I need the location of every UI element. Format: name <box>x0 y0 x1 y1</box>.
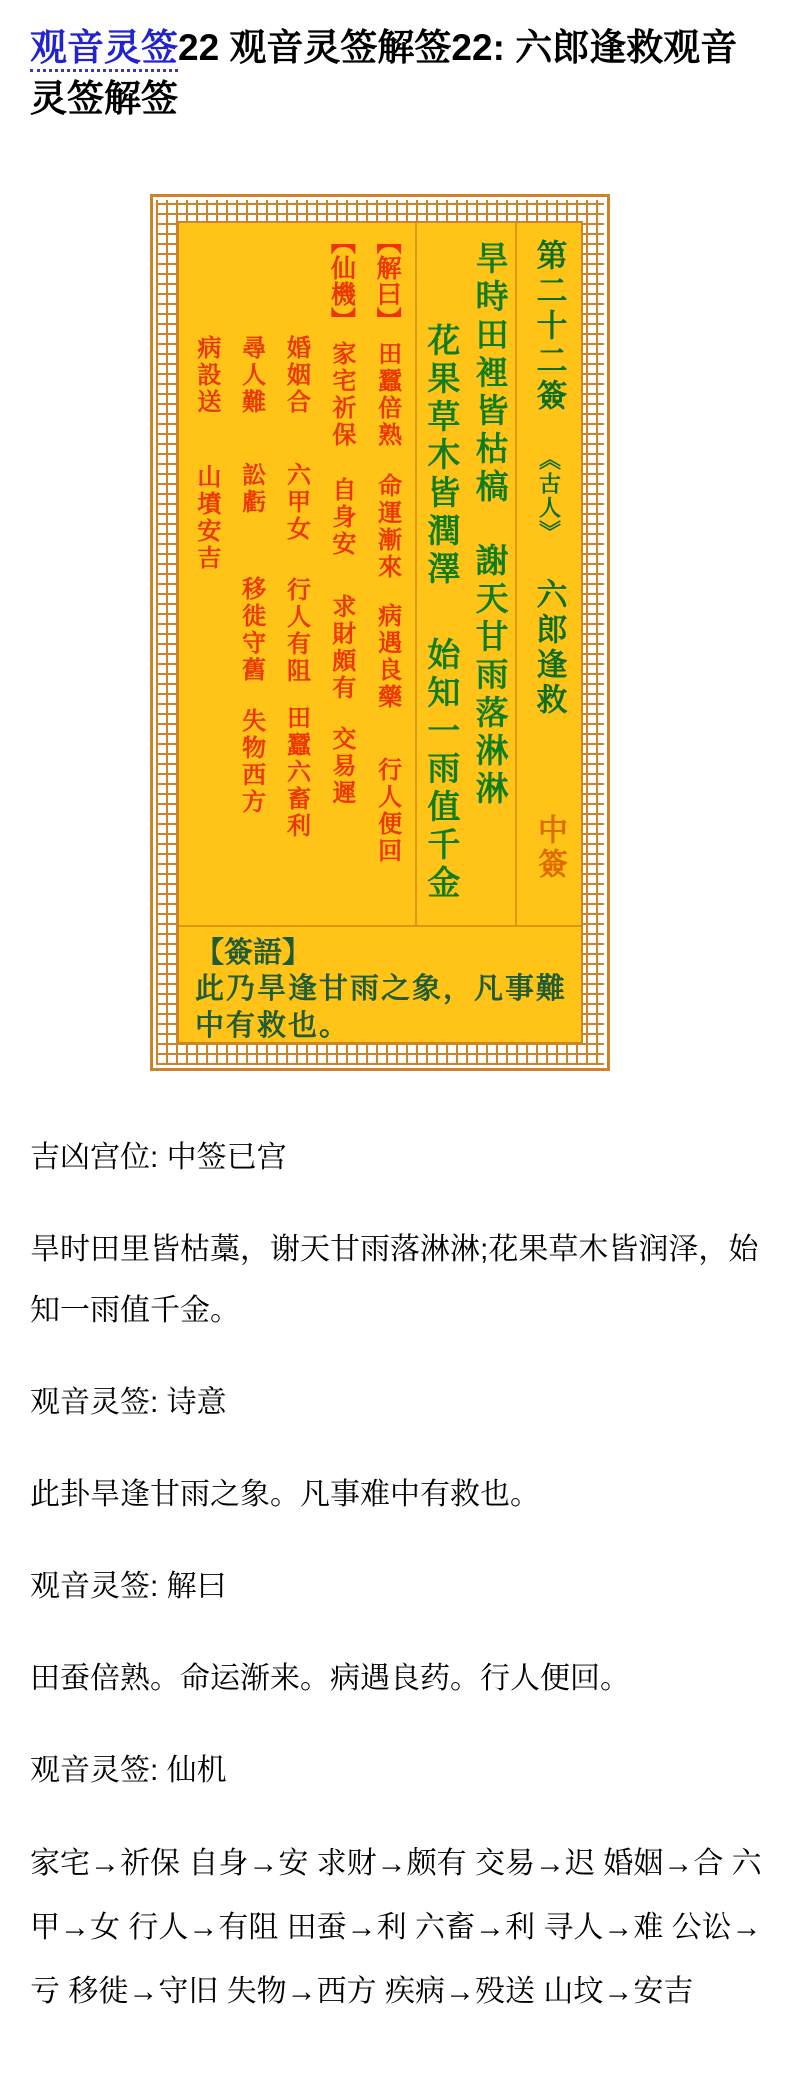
card-text: 自身安 <box>327 477 355 558</box>
page-title-rest: 22 观音灵签解签22: 六郎逢救观音灵签解签 <box>30 27 738 119</box>
card-text: 行人便回 <box>373 757 401 865</box>
paragraph-shiyi: 此卦旱逢甘雨之象。凡事难中有救也。 <box>30 1478 540 1511</box>
paragraph-jieyue: 田蚕倍熟。命运渐来。病遇良药。行人便回。 <box>30 1662 630 1695</box>
card-text: 訟虧 <box>237 462 265 516</box>
poem-line: 旱時田裡皆枯槁 <box>471 241 509 507</box>
sign-story: 六郎逢救 <box>531 578 567 718</box>
qianyu-box <box>179 925 581 1042</box>
card-text: 求財頗有 <box>327 594 355 702</box>
meander-border <box>156 200 604 1065</box>
column-seek <box>234 223 269 925</box>
sign-category: 《古人》 <box>536 448 562 544</box>
card-text: 病遇良藥 <box>373 603 401 711</box>
poem-line: 始知一雨值千金 <box>423 637 461 903</box>
paragraph-xianji-list: 家宅→祈保 自身→安 求财→颇有 交易→迟 婚姻→合 六甲→女 行人→有阻 田蚕→利 六畜→利 寻人→难 公讼→亏 移徙→守旧 失物→西方 疾病→殁送 山坟→安吉 <box>30 1847 762 2008</box>
card-inner <box>177 221 583 1044</box>
card-text: 行人有阻 <box>282 577 310 685</box>
card-text: 田蠶六畜利 <box>282 705 310 840</box>
card-text: 交易遲 <box>327 726 355 807</box>
card-text: 六甲女 <box>282 462 310 543</box>
card-text: 病設送 <box>192 335 220 416</box>
column-illness <box>189 223 224 925</box>
poem-column-first <box>467 223 514 925</box>
poem-line: 花果草木皆潤澤 <box>423 323 461 589</box>
xianji-header: 【仙機】 <box>327 229 356 333</box>
card-text: 家宅祈保 <box>327 341 355 449</box>
card-panel-poem <box>417 223 517 925</box>
paragraph-shiyi-label: 观音灵签: 诗意 <box>30 1386 227 1419</box>
card-text: 失物西方 <box>237 708 265 816</box>
card-text: 命運漸來 <box>373 473 401 581</box>
card-text: 尋人難 <box>237 335 265 416</box>
card-panel-interpretation <box>179 223 417 925</box>
paragraph-palace: 吉凶宫位: 中签已宫 <box>30 1141 287 1174</box>
paragraph-jieyue-label: 观音灵签: 解曰 <box>30 1570 227 1603</box>
guanyin-lingqian-link[interactable]: 观音灵签 <box>30 27 178 72</box>
sign-grade: 中簽 <box>533 814 566 882</box>
paragraph-xianji-label: 观音灵签: 仙机 <box>30 1754 227 1787</box>
qianyu-text: 此乃旱逢甘雨之象，凡事難中有救也。 <box>195 973 568 1042</box>
sign-number: 第二十二簽 <box>531 239 567 414</box>
column-marriage <box>278 223 313 925</box>
header-column <box>527 223 572 925</box>
card-main <box>179 223 581 925</box>
page-title <box>30 22 770 124</box>
article-body <box>30 1127 770 2024</box>
jieyue-header: 【解曰】 <box>373 229 402 333</box>
card-text: 移徙守舊 <box>237 576 265 684</box>
qianyu-title: 【簽語】 <box>195 937 312 969</box>
poem-line: 謝天甘雨落淋淋 <box>471 543 509 809</box>
poem-column-second <box>418 223 465 925</box>
card-text: 山墳安吉 <box>192 464 220 572</box>
card-panel-header <box>517 223 581 925</box>
card-text: 田蠶倍熟 <box>373 341 401 449</box>
card-text: 婚姻合 <box>282 335 310 416</box>
paragraph-poem: 旱时田里皆枯藁，谢天甘雨落淋淋;花果草木皆润泽，始知一雨值千金。 <box>30 1233 759 1327</box>
column-xianji <box>323 223 359 925</box>
column-jieyue <box>369 223 405 925</box>
fortune-card-image <box>150 194 610 1071</box>
